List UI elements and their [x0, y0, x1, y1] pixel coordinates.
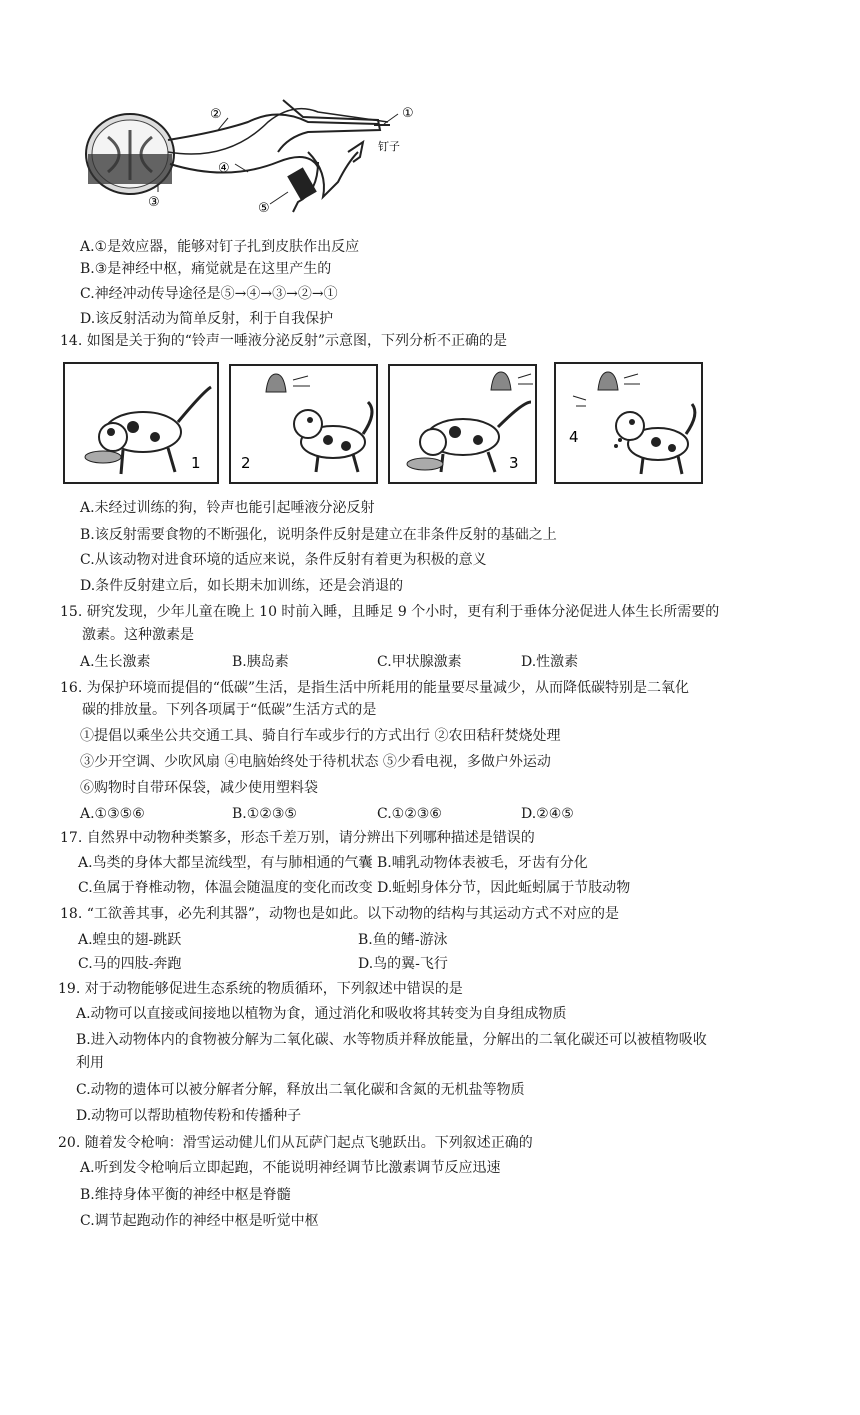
q15-stem-line2: 激素。这种激素是	[82, 627, 194, 643]
q15-option-d: D.性激素	[521, 654, 579, 670]
panel-number-3: 3	[509, 454, 519, 472]
q13-option-d: D.该反射活动为简单反射，利于自我保护	[80, 311, 334, 327]
label-5: ⑤	[258, 201, 270, 216]
label-nail: 钉子	[378, 140, 400, 153]
q14-stem: 14. 如图是关于狗的“铃声一唾液分泌反射”示意图，下列分析不正确的是	[60, 333, 508, 349]
q16-option-a: A.①③⑤⑥	[80, 806, 145, 822]
panel-number-2: 2	[241, 454, 251, 472]
q16-option-b: B.①②③⑤	[232, 806, 297, 822]
q19-stem: 19. 对于动物能够促进生态系统的物质循环，下列叙述中错误的是	[58, 981, 463, 997]
panel-number-1: 1	[191, 454, 201, 472]
q16-stem-line1: 16. 为保护环境而提倡的“低碳”生活，是指生活中所耗用的能量要尽量减少，从而降低碳特别是二氧化	[60, 680, 690, 696]
q18-option-a: A.蝗虫的翅-跳跃	[78, 932, 182, 948]
q16-option-d: D.②④⑤	[521, 806, 574, 822]
q15-option-c: C.甲状腺激素	[377, 654, 462, 670]
q16-item-line3: ⑥购物时自带环保袋，减少使用塑料袋	[80, 780, 318, 796]
q19-option-a: A.动物可以直接或间接地以植物为食，通过消化和吸收将其转变为自身组成物质	[76, 1006, 567, 1022]
q16-item-line1: ①提倡以乘坐公共交通工具、骑自行车或步行的方式出行 ②农田秸秆焚烧处理	[80, 728, 561, 744]
panel-number-4: 4	[569, 428, 579, 446]
q19-option-b-line2: 利用	[76, 1055, 104, 1071]
q14-option-d: D.条件反射建立后，如长期未加训练，还是会消退的	[80, 578, 404, 594]
q19-option-c: C.动物的遗体可以被分解者分解，释放出二氧化碳和含氮的无机盐等物质	[76, 1082, 525, 1098]
q18-option-d: D.鸟的翼-飞行	[358, 956, 448, 972]
q17-options-line1: A.鸟类的身体大都呈流线型，有与肺相通的气囊 B.哺乳动物体表被毛，牙齿有分化	[78, 855, 588, 871]
q15-stem-line1: 15. 研究发现，少年儿童在晚上 10 时前入睡，且睡足 9 个小时，更有利于垂体分泌促进人体生长所需要的	[60, 604, 720, 620]
q19-option-d: D.动物可以帮助植物传粉和传播种子	[76, 1108, 302, 1124]
label-4: ④	[218, 161, 230, 176]
q14-option-a: A.未经过训练的狗，铃声也能引起唾液分泌反射	[80, 500, 375, 516]
q18-option-b: B.鱼的鳍-游泳	[358, 932, 448, 948]
dog-reflex-figure	[63, 362, 713, 492]
label-1: ①	[402, 106, 414, 121]
q15-option-b: B.胰岛素	[232, 654, 289, 670]
q17-stem: 17. 自然界中动物种类繁多，形态千差万别，请分辨出下列哪种描述是错误的	[60, 830, 535, 846]
q14-option-c: C.从该动物对进食环境的适应来说，条件反射有着更为积极的意义	[80, 552, 487, 568]
q16-stem-line2: 碳的排放量。下列各项属于“低碳”生活方式的是	[82, 702, 377, 718]
q20-option-a: A.听到发令枪响后立即起跑，不能说明神经调节比激素调节反应迅速	[80, 1160, 501, 1176]
q13-option-a: A.①是效应器，能够对钉子扎到皮肤作出反应	[80, 239, 360, 255]
q18-stem: 18. “工欲善其事，必先利其器”，动物也是如此。以下动物的结构与其运动方式不对应的是	[60, 906, 620, 922]
q17-options-line2: C.鱼属于脊椎动物，体温会随温度的变化而改变 D.蚯蚓身体分节，因此蚯蚓属于节肢动物	[78, 880, 631, 896]
q20-stem: 20. 随着发令枪响：滑雪运动健儿们从瓦萨门起点飞驰跃出。下列叙述正确的	[58, 1135, 533, 1151]
q19-option-b-line1: B.进入动物体内的食物被分解为二氧化碳、水等物质并释放能量，分解出的二氧化碳还可以被植物吸收	[76, 1032, 707, 1048]
q15-option-a: A.生长激素	[80, 654, 151, 670]
q13-option-c: C.神经冲动传导途径是⑤→④→③→②→①	[80, 286, 338, 302]
reflex-arc-figure	[78, 92, 438, 232]
q18-option-c: C.马的四肢-奔跑	[78, 956, 182, 972]
q16-item-line2: ③少开空调、少吹风扇 ④电脑始终处于待机状态 ⑤少看电视，多做户外运动	[80, 754, 551, 770]
q16-option-c: C.①②③⑥	[377, 806, 442, 822]
label-3: ③	[148, 195, 160, 210]
label-2: ②	[210, 107, 222, 122]
q13-option-b: B.③是神经中枢，痛觉就是在这里产生的	[80, 261, 332, 277]
q20-option-b: B.维持身体平衡的神经中枢是脊髓	[80, 1187, 291, 1203]
q14-option-b: B.该反射需要食物的不断强化，说明条件反射是建立在非条件反射的基础之上	[80, 527, 557, 543]
q20-option-c: C.调节起跑动作的神经中枢是听觉中枢	[80, 1213, 319, 1229]
